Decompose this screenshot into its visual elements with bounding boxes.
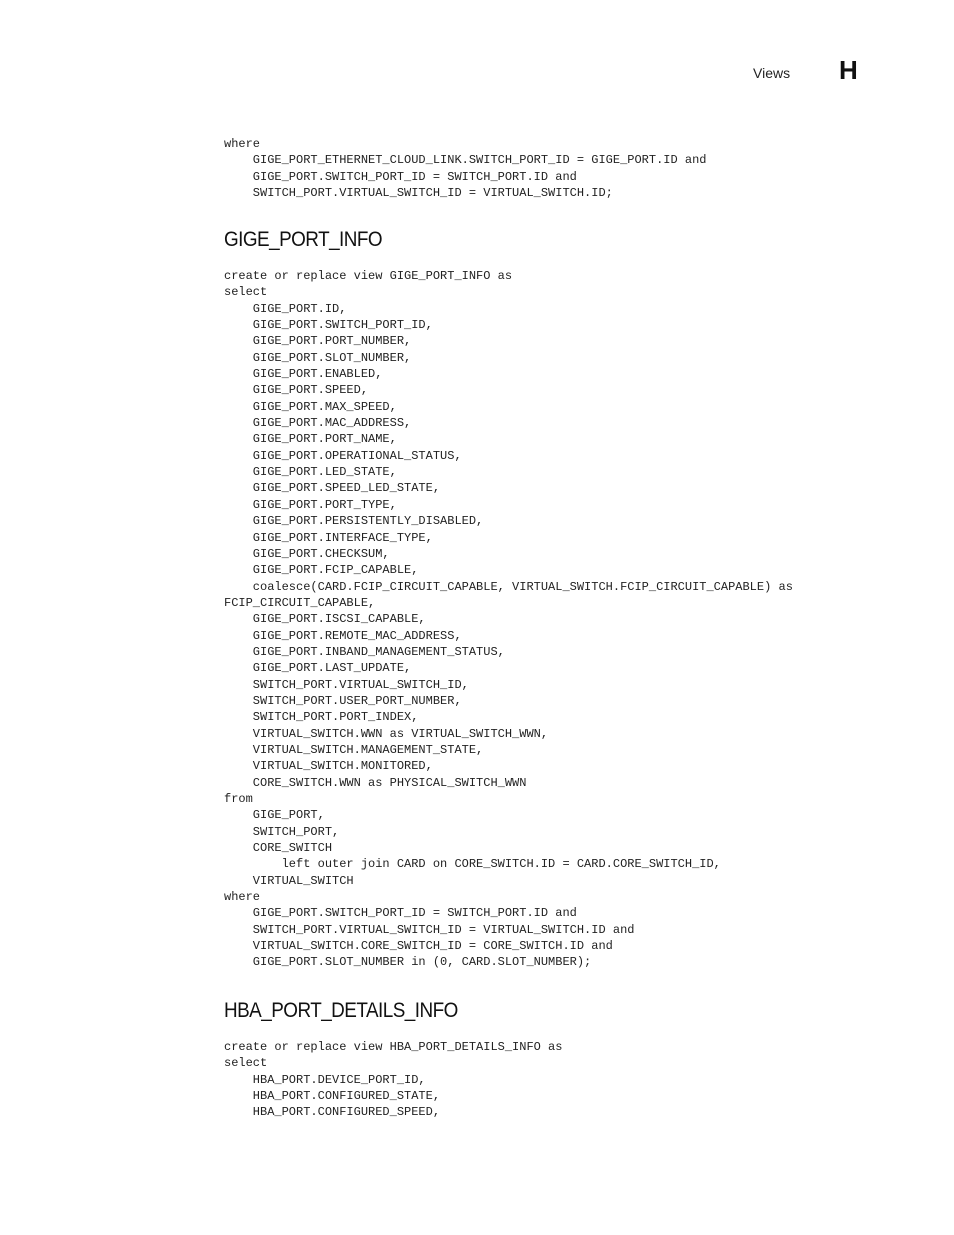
appendix-letter: H <box>839 55 858 85</box>
code-block-where-clause: where GIGE_PORT_ETHERNET_CLOUD_LINK.SWITCH_PORT_ID = GIGE_PORT.ID and GIGE_PORT.SWITCH_PORT_ID = SWITCH_PORT.ID and SWITCH_PORT.VIRTUAL_SWITCH_ID = VIRTUAL_SWITCH.ID; <box>224 137 707 201</box>
code-block-hba-port-details-info: create or replace view HBA_PORT_DETAILS_INFO as select HBA_PORT.DEVICE_PORT_ID, HBA_PORT.CONFIGURED_STATE, HBA_PORT.CONFIGURED_SPEED, <box>224 1040 563 1120</box>
section-heading-hba-port-details-info: HBA_PORT_DETAILS_INFO <box>224 999 458 1022</box>
section-heading-gige-port-info: GIGE_PORT_INFO <box>224 228 383 251</box>
code-block-gige-port-info: create or replace view GIGE_PORT_INFO as select GIGE_PORT.ID, GIGE_PORT.SWITCH_PORT_ID, GIGE_PORT.PORT_NUMBER, GIGE_PORT.SLOT_NUMBER, GIGE_PORT.ENABLED, GIGE_PORT.SPEED, GIGE_PORT.MAX_SPEED, GIGE_PORT.MAC_ADDRESS, GIGE_PORT.PORT_NAME, GIGE_PORT.OPERATIONAL_STATUS, GIGE_PORT.LED_STATE, GIGE_PORT.SPEED_LED_STATE, GIGE_PORT.PORT_TYPE, GIGE_PORT.PERSISTENTLY_DISABLED, GIGE_PORT.INTERFACE_TYPE, GIGE_PORT.CHECKSUM, GIGE_PORT.FCIP_CAPABLE, coalesce(CARD.FCIP_CIRCUIT_CAPABLE, VIRTUAL_SWITCH.FCIP_CIRCUIT_CAPABLE) as FCIP_CIRCUIT_CAPABLE, GIGE_PORT.ISCSI_CAPABLE, GIGE_PORT.REMOTE_MAC_ADDRESS, GIGE_PORT.INBAND_MANAGEMENT_STATUS, GIGE_PORT.LAST_UPDATE, SWITCH_PORT.VIRTUAL_SWITCH_ID, SWITCH_PORT.USER_PORT_NUMBER, SWITCH_PORT.PORT_INDEX, VIRTUAL_SWITCH.WWN as VIRTUAL_SWITCH_WWN, VIRTUAL_SWITCH.MANAGEMENT_STATE, VIRTUAL_SWITCH.MONITORED, CORE_SWITCH.WWN as PHYSICAL_SWITCH_WWN from GIGE_PORT, SWITCH_PORT, CORE_SWITCH left outer join CARD on CORE_SWITCH.ID = CARD.CORE_SWITCH_ID, VIRTUAL_SWITCH where GIGE_PORT.SWITCH_PORT_ID = SWITCH_PORT.ID and SWITCH_PORT.VIRTUAL_SWITCH_ID = VIRTUAL_SWITCH.ID and VIRTUAL_SWITCH.CORE_SWITCH_ID = CORE_SWITCH.ID and GIGE_PORT.SLOT_NUMBER in (0, CARD.SLOT_NUMBER); <box>224 269 793 970</box>
running-header-section: Views <box>753 65 791 81</box>
